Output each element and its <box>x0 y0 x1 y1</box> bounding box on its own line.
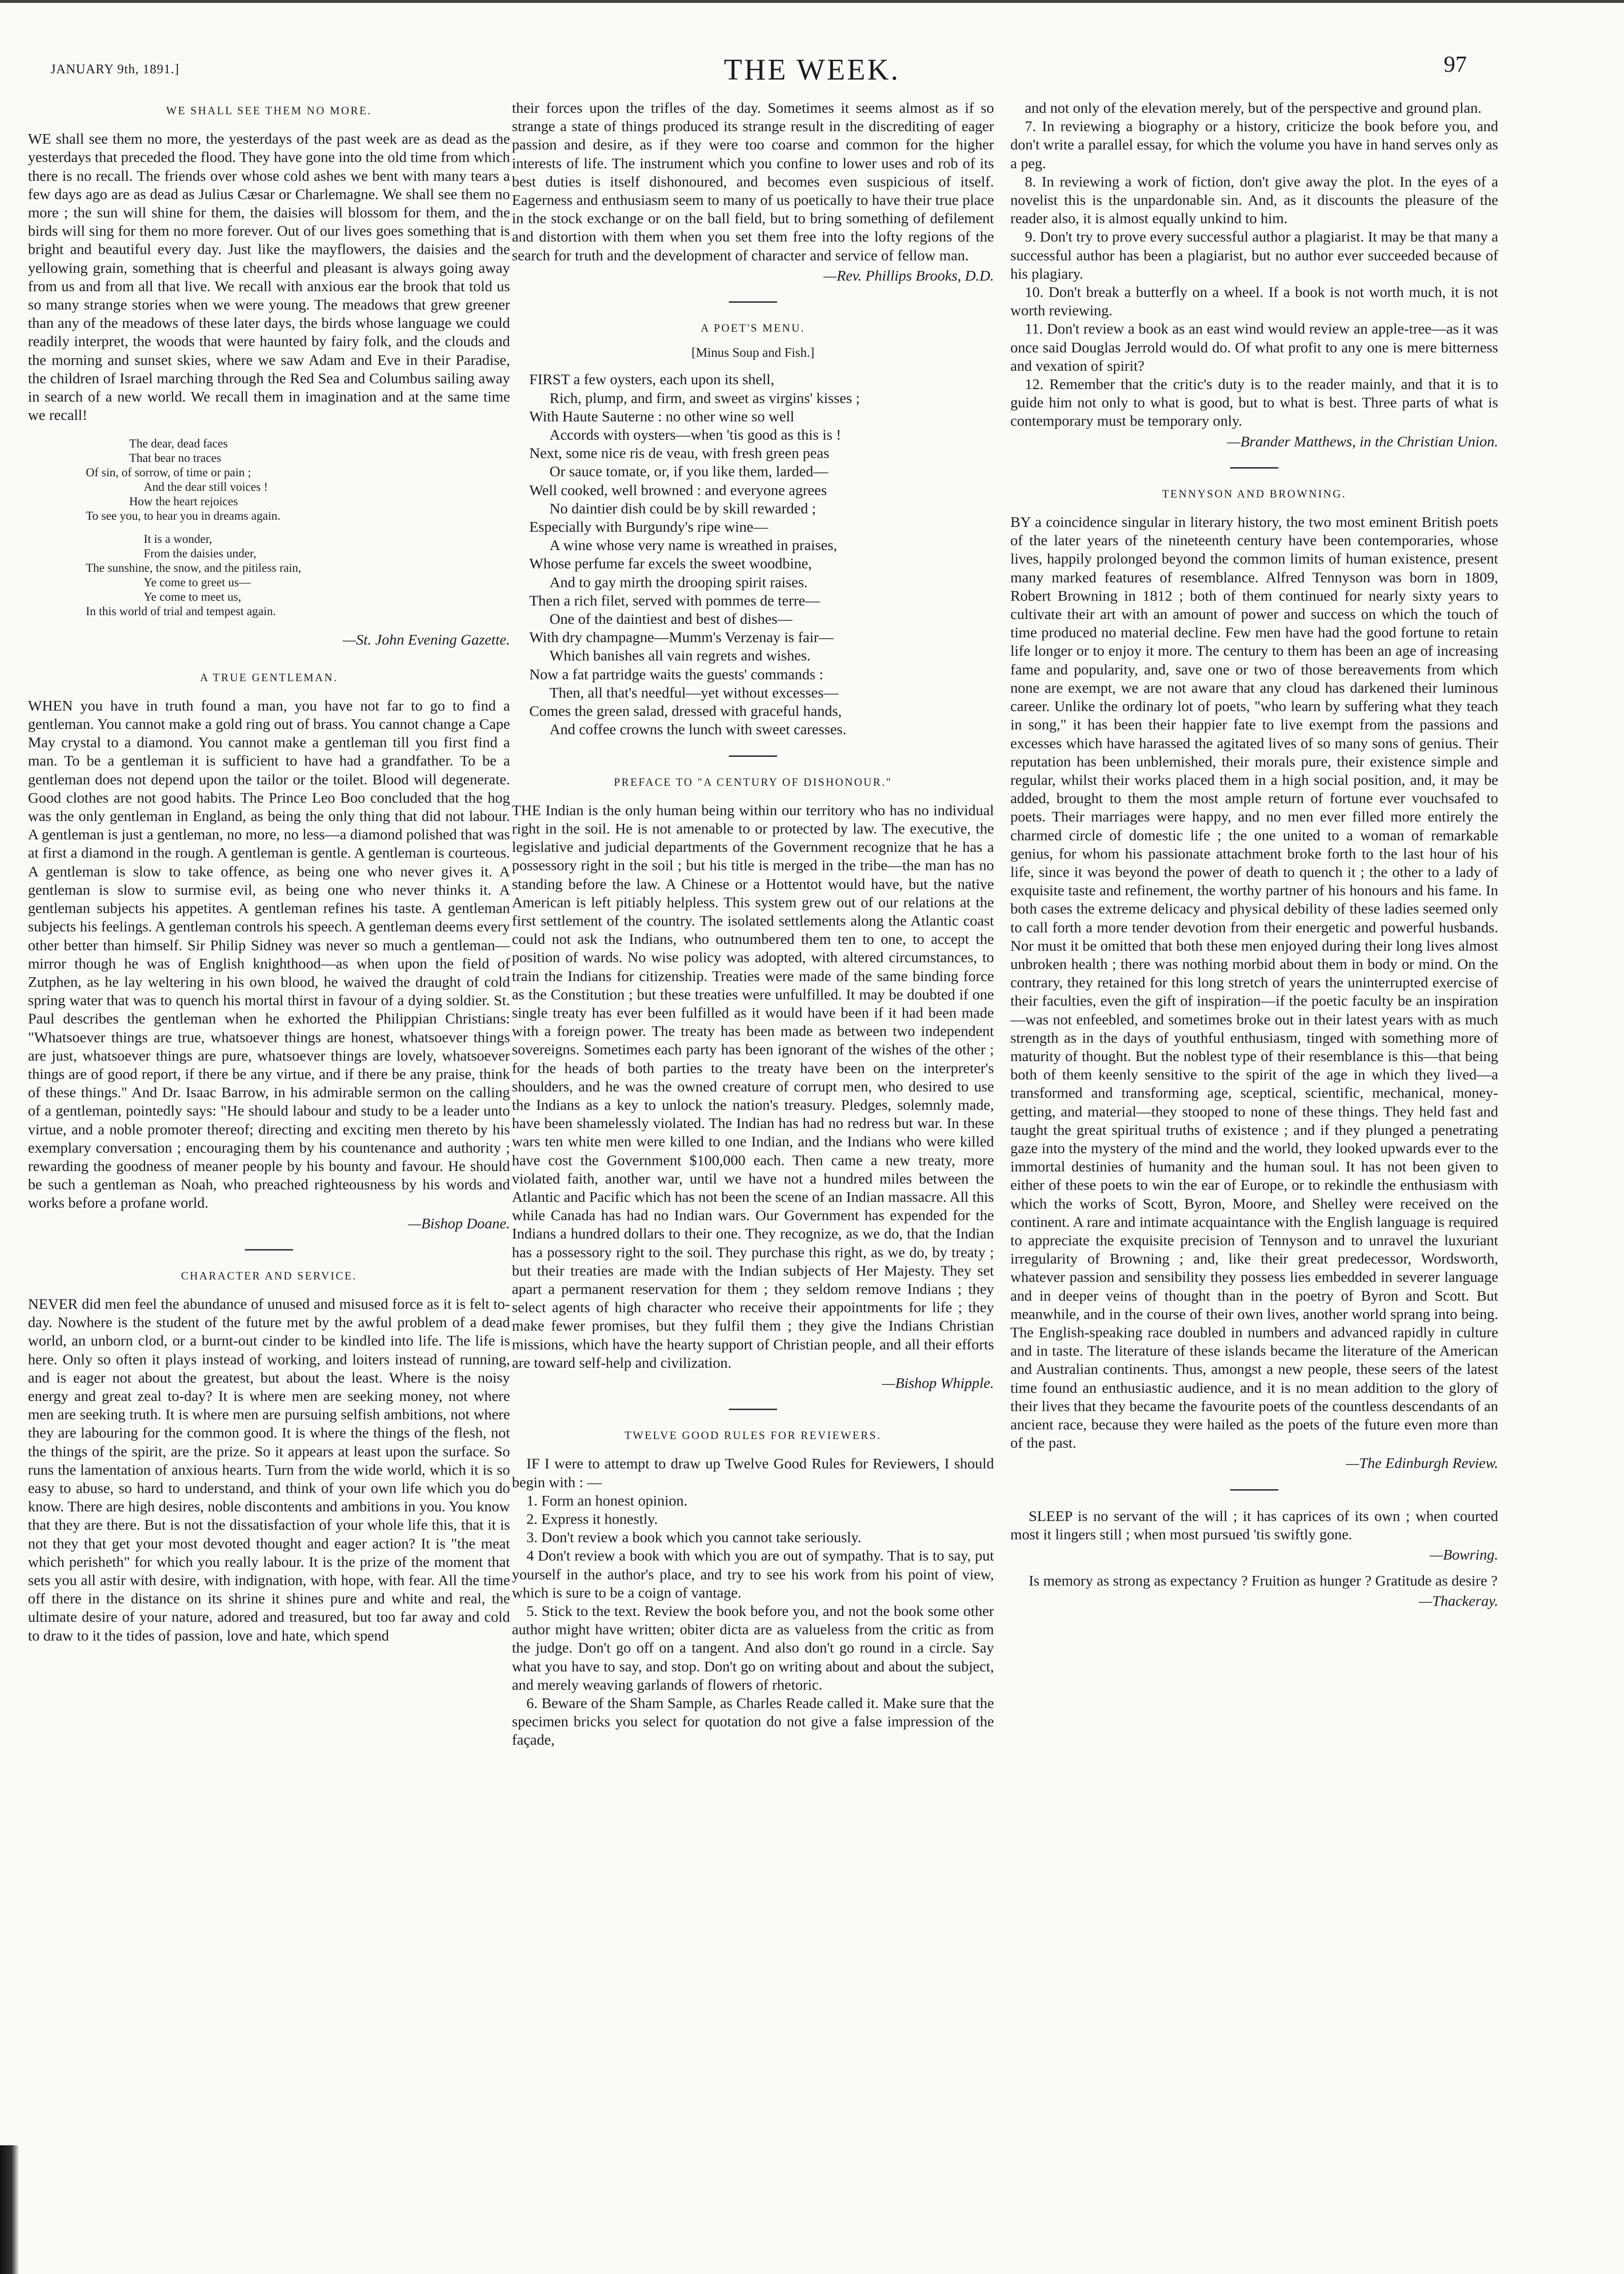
rule-item: 8. In reviewing a work of fiction, don't give away the plot. In the eyes of a novelist this is the unpardonable sin. And, as it discounts the pleasure of the reader also, it is almost equally unkind to him. <box>1010 173 1498 227</box>
section-divider <box>1230 1489 1278 1491</box>
article-paragraph: BY a coincidence singular in literary history, the two most eminent British poets of the later years of the nineteenth century have been contemporaries, whose lives, happily prolonged beyond the common limits of human existence, present many marked features of resemblance. Alfred Tennyson was born in 1809, Robert Browning in 1812 ; both of them continued for nearly sixty years to cultivate their art with an amount of power and success on which the touch of time produced no material decline. Few men have had the good fortune to retain life longer or to enjoy it more. The century to them has been an age of increasing fame and popularity, and, save one or two of those bereavements from which none are exempt, we are not aware that any cloud has darkened their luminous career. Unlike the ordinary lot of poets, "who learn by suffering what they teach in song," it has been their happier fate to live exempt from the passions and excesses which have harassed the agitated lives of so many sons of genius. Their reputation has been unblemished, their morals pure, their existence simple and regular, whilst their works placed them in a high social position, and, it may be added, brought to them the most ample return of fortune ever vouchsafed to poets. Their marriages were happy, and no men ever filled more entirely the charmed circle of domestic life ; the one united to a woman of remarkable genius, for whom his passionate attachment broke forth to the last hour of his life, since it was beyond the power of death to quench it ; the other to a lady of exquisite taste and refinement, the worthy partner of his honours and his fame. In both cases the extreme delicacy and physical debility of these ladies seemed only to call forth a more tender devotion from their energetic and powerful husbands. Nor must it be omitted that both these men enjoyed during their long lives almost unbroken health ; there was nothing morbid about them in body or mind. On the contrary, they retained for this long stretch of years the uninterrupted exercise of their faculties, even the gift of inspiration—if the poetic faculty be an inspiration—was not enfeebled, and sometimes broke out in their latest years with as much strength as in the days of youthful enthusiasm, tinged with something more of maturity of thought. But the noblest type of their resemblance is this—that being both of them keenly sensitive to the spirit of the age in which they lived—a transformed and transforming age, sceptical, scientific, mechanical, money-getting, and material—they stooped to none of these things. They held fast and taught the great spiritual truths of existence ; and if they plunged a penetrating gaze into the mystery of the mind and the world, they looked upwards ever to the immortal destinies of humanity and the human soul. It has not been given to either of these poets to win the ear of Europe, or to rekindle the enthusiasm with which the works of Scott, Byron, Moore, and Shelley were received on the continent. A rare and intimate acquaintance with the English language is required to appreciate the exquisite precision of Tennyson and to unravel the luxuriant irregularity of Browning ; and, like their great predecessor, Wordsworth, whatever passion and sensibility they possess lies embedded in severer language and in deeper veins of thought than in the poetry of Byron and Scott. But meanwhile, and in the course of their own lives, another world sprang into being. The English-speaking race doubled in numbers and advanced rapidly in culture and in taste. The literature of these islands became the literature of the American and Australian continents. Thus, amongst a new people, these seers of the latest time found an enthusiastic audience, and it is no mean addition to the glory of their lives that they became the favourite poets of the countless descendants of an ancient race, because they were hailed as the poets of the future even more than of the past. <box>1010 513 1498 1452</box>
poem-line: Whose perfume far excels the sweet woodbine, <box>529 555 812 572</box>
poem-line: And to gay mirth the drooping spirit raises. <box>550 573 808 591</box>
rule-item: 11. Don't review a book as an east wind would review an apple-tree—as it was once said Douglas Jerrold would do. Of what profit to any one is mere bitterness and vexation of spirit? <box>1010 320 1498 374</box>
rule-item: 4 Don't review a book with which you are out of sympathy. That is to say, put yourself in the author's place, and try to see his work from his point of view, which is sure to be a coign of vantage. <box>512 1547 994 1601</box>
poem-line: Now a fat partridge waits the guests' commands : <box>529 665 823 683</box>
rule-item: 9. Don't try to prove every successful author a plagiarist. It may be that many a successful author has been a plagiarist, but no author ever succeeded because of his plagiary. <box>1010 228 1498 282</box>
poem-line: Next, some nice ris de veau, with fresh green peas <box>529 444 830 462</box>
poem-line: Comes the green salad, dressed with graceful hands, <box>529 702 842 720</box>
column-3 <box>1010 99 1498 1611</box>
article-title-century-of-dishonour: PREFACE TO "A CENTURY OF DISHONOUR." <box>614 776 892 788</box>
section-divider <box>729 1409 777 1410</box>
poem-line: From the daisies under, <box>144 547 256 561</box>
rule-item: 6. Beware of the Sham Sample, as Charles Reade called it. Make sure that the specimen bricks you select for quotation do not give a false impression of the façade, <box>512 1695 994 1749</box>
poem-line: Which banishes all vain regrets and wishes. <box>550 647 811 664</box>
section-divider <box>245 1249 293 1251</box>
article-attribution: —Brander Matthews, in the Christian Union. <box>1227 432 1498 450</box>
poem-line: One of the daintiest and best of dishes— <box>550 610 792 628</box>
article-paragraph: WHEN you have in truth found a man, you have not far to go to find a gentleman. You cannot make a gold ring out of brass. You cannot change a Cape May crystal to a diamond. You cannot make a gentleman till you first find a man. To be a gentleman it is sufficient to have had a grandfather. To be a gentleman does not depend upon the tailor or the toilet. Blood will degenerate. Good clothes are not good habits. The Prince Leo Boo concluded that the hog was the only gentleman in England, as being the only thing that did not labour. A gentleman is just a gentleman, no more, no less—a diamond polished that was at first a diamond in the rough. A gentleman is gentle. A gentleman is courteous. A gentleman is slow to take offence, as being one who never gives it. A gentleman is slow to surmise evil, as being one who never thinks it. A gentleman subjects his appetites. A gentleman refines his taste. A gentleman subjects his feelings. A gentleman controls his speech. A gentleman deems every other better than himself. Sir Philip Sidney was never so much a gentleman—mirror though he was of English knighthood—as when upon the field of Zutphen, as he lay weltering in his own blood, he waived the draught of cold spring water that was to quench his mortal thirst in favour of a dying soldier. St. Paul describes the gentleman when he exhorted the Philippian Christians: "Whatsoever things are true, whatsoever things are honest, whatsoever things are just, whatsoever things are pure, whatsoever things are lovely, whatsoever things are of good report, if there be any virtue, and if there be any praise, think of these things." And Dr. Isaac Barrow, in his admirable sermon on the calling of a gentleman, pointedly says: "He should labour and study to be a leader unto virtue, and a noble promoter thereof; directing and exciting men thereto by his exemplary conversation ; encouraging them by his countenance and authority ; rewarding the goodness of meaner people by his bounty and favour. He should be such a gentleman as Noah, who preached righteousness by his words and works before a profane world. <box>28 697 510 1211</box>
poem-line: Especially with Burgundy's ripe wine— <box>529 518 768 536</box>
page-binding-shadow <box>0 2145 19 2274</box>
poem-line: That bear no traces <box>129 452 221 465</box>
section-divider <box>1230 467 1278 469</box>
poem-line: And coffee crowns the lunch with sweet caresses. <box>550 721 846 738</box>
poem-line: The dear, dead faces <box>129 437 228 451</box>
poem-line: With Haute Sauterne : no other wine so well <box>529 407 794 425</box>
poem-line: To see you, to hear you in dreams again. <box>86 510 281 523</box>
poem-line: Well cooked, well browned : and everyone agrees <box>529 481 827 498</box>
column-2 <box>512 99 994 1749</box>
page-number: 97 <box>1444 52 1467 77</box>
poem-line: A wine whose very name is wreathed in praises, <box>550 537 837 554</box>
poem-line: Ye come to meet us, <box>144 591 242 604</box>
poem-line: In this world of trial and tempest again. <box>86 605 276 619</box>
article-paragraph: NEVER did men feel the abundance of unused and misused force as it is felt to-day. Nowhere is the student of the future met by the awful problem of a dead world, an unborn clod, or a burnt-out cinder to be kindled into life. The life is here. Only so often it plays instead of working, and loiters instead of running, and is eager not about the greatest, but about the least. Where is the noisy energy and great zeal to-day? It is where men are seeking money, not where men are seeking truth. It is where men are pursuing selfish ambitions, not where they are labouring for the common good. It is where the things of the flesh, not the things of the spirit, are the prize. So it appears at least upon the surface. So runs the lamentation of anxious hearts. Turn from the wide world, which it is so easy to abuse, so hard to understand, and think of your own life which you do know. There are high desires, noble discontents and ambitions in you. You know that they are there. But is not the dissatisfaction of your whole life this, that it is not they that get your most devoted thought and eager action? It is "the meat which perisheth" for which you really labour. It is the prize of the moment that sets you all astir with desire, with indignation, with hope, with fear. All the time off there in the distance on its shrine it shines pure and white and real, the ultimate desire of your nature, adored and treasured, but too far away and cold to draw to it the tides of passion, love and hate, which spend <box>28 1295 510 1644</box>
poem-line: It is a wonder, <box>144 533 213 546</box>
poem-line: Ye come to greet us— <box>144 576 251 590</box>
quote-attribution: —Thackeray. <box>1419 1592 1498 1610</box>
article-subtitle: [Minus Soup and Fish.] <box>691 345 815 360</box>
rule-item: 5. Stick to the text. Review the book before you, and not the book some other author might have written; obiter dicta are as valueless from the critic as from the judge. Don't go off on a tangent. And also don't go round in a circle. Say what you have to say, and stop. Don't go on writing about and about the subject, and merely weaving garlands of flowers of rhetoric. <box>512 1602 994 1693</box>
poem-line: How the heart rejoices <box>129 495 238 509</box>
quote-attribution: —Bowring. <box>1429 1546 1498 1563</box>
article-attribution: —Rev. Phillips Brooks, D.D. <box>823 267 994 284</box>
rule-item: 2. Express it honestly. <box>526 1510 658 1528</box>
article-paragraph: WE shall see them no more, the yesterdays of the past week are as dead as the yesterdays that preceded the flood. They have gone into the old time from which there is no recall. The friends over whose cold ashes we bent with many tears a few days ago are as dead as Julius Cæsar or Charlemagne. We shall see them no more ; the sun will shine for them, the daisies will blossom for them, and the birds will sing for them no more forever. Out of our lives goes something that is bright and beautiful every day. Just like the mayflowers, the daisies and the yellowing grain, something that is cheerful and pleasant is always going away from us and from all that live. We recall with anxious ear the brook that told us so many strange stories when we were young. The meadows that grew greener than any of the meadows of these later days, the birds whose language we could readily interpret, the woods that were haunted by fairy folk, and the clouds and the morning and sunset skies, where we saw Adam and Eve in their Paradise, the children of Israel marching through the Red Sea and Columbus sailing away in search of a new world. We recall them in imagination and at the same time we recall! <box>28 130 510 424</box>
article-title-poets-menu: A POET'S MENU. <box>700 322 805 335</box>
article-title-see-them-no-more: WE SHALL SEE THEM NO MORE. <box>166 105 372 117</box>
rule-item: 12. Remember that the critic's duty is to the reader mainly, and that it is to guide him not only to what is good, but to what is best. Three parts of what is contemporary must be temporary only. <box>1010 376 1498 430</box>
rule-item: 3. Don't review a book which you cannot take seriously. <box>526 1529 861 1546</box>
article-title-tennyson-and-browning: TENNYSON AND BROWNING. <box>1162 487 1347 500</box>
rule-item: 7. In reviewing a biography or a history, criticize the book before you, and don't write a parallel essay, for which the volume you have in hand serves only as a peg. <box>1010 118 1498 172</box>
header-date: JANUARY 9th, 1891.] <box>51 62 180 76</box>
poem-line: With dry champagne—Mumm's Verzenay is fair— <box>529 629 834 646</box>
poem-poets-menu <box>529 370 994 739</box>
quote-sleep: SLEEP is no servant of the will ; it has caprices of its own ; when courted most it lingers still ; when most pursued 'tis swiftly gone. <box>1010 1507 1498 1543</box>
masthead-title: THE WEEK. <box>724 54 900 86</box>
section-divider <box>729 755 777 757</box>
article-attribution: —The Edinburgh Review. <box>1346 1454 1498 1472</box>
article-attribution: —Bishop Doane. <box>408 1214 510 1232</box>
article-attribution: —Bishop Whipple. <box>882 1374 994 1391</box>
rules-intro: IF I were to attempt to draw up Twelve Good Rules for Reviewers, I should begin with : — <box>512 1455 994 1491</box>
rule-item: 10. Don't break a butterfly on a wheel. If a book is not worth much, it is not worth reviewing. <box>1010 283 1498 319</box>
poem-line: Of sin, of sorrow, of time or pain ; <box>86 466 251 480</box>
poem-line: Rich, plump, and firm, and sweet as virgins' kisses ; <box>550 389 860 406</box>
article-paragraph: THE Indian is the only human being within our territory who has no individual right in the soil. He is not amenable to or protected by law. The executive, the legislative and judicial departments of the Government recognize that he has a possessory right in the soil ; but his title is merged in the tribe—the man has no standing before the law. A Chinese or a Hottentot would have, but the native American is left pitiably helpless. This system grew out of our relations at the first settlement of the country. The isolated settlements along the Atlantic coast could not ask the Indians, who outnumbered them ten to one, to accept the position of wards. No wise policy was adopted, with altered circumstances, to train the Indians for citizenship. Treaties were made of the same binding force as the Constitution ; but these treaties were unfulfilled. It may be doubted if one single treaty has ever been fulfilled as it would have been if it had been made with a foreign power. The treaty has been made as between two independent sovereigns. Sometimes each party has been ignorant of the wishes of the other ; for the heads of both parties to the treaty have been on the interpreter's shoulders, and he was the owned creature of corrupt men, who desired to use the Indians as a key to unlock the nation's treasury. Pledges, solemnly made, have been shamelessly violated. The Indian has had no redress but war. In these wars ten white men were killed to one Indian, and the Indians who were killed have cost the Government $100,000 each. Then came a new treaty, more violated faith, another war, until we have not a hundred miles between the Atlantic and Pacific which has not been the scene of an Indian massacre. All this while Canada has had no Indian wars. Our Government has expended for the Indians a hundred dollars to their one. They recognize, as we do, that the Indian has a possessory right to the soil. They purchase this right, as we do, by treaty ; but their treaties are made with the Indian subjects of Her Majesty. They set apart a permanent reservation for them ; they seldom remove Indians ; they select agents of high character who receive their appointments for life ; they make fewer promises, but they fulfil them ; they give the Indians Christian missions, which have the hearty support of Christian people, and all their efforts are toward self-help and civilization. <box>512 801 994 1371</box>
article-title-twelve-good-rules: TWELVE GOOD RULES FOR REVIEWERS. <box>624 1429 882 1442</box>
article-title-true-gentleman: A TRUE GENTLEMAN. <box>200 671 338 684</box>
article-title-character-and-service: CHARACTER AND SERVICE. <box>181 1269 357 1282</box>
poem-line: Accords with oysters—when 'tis good as this is ! <box>550 426 841 444</box>
rule-item: 1. Form an honest opinion. <box>526 1492 688 1509</box>
rules-list <box>512 1454 994 1749</box>
quote-memory: Is memory as strong as expectancy ? Fruition as hunger ? Gratitude as desire ? <box>1029 1572 1498 1589</box>
article-attribution: —St. John Evening Gazette. <box>343 631 510 648</box>
section-divider <box>729 301 777 303</box>
poem-line: The sunshine, the snow, and the pitiless rain, <box>86 562 301 575</box>
rule-item-continued: and not only of the elevation merely, but of the perspective and ground plan. <box>1025 99 1482 116</box>
poem-line: Then, all that's needful—yet without excesses— <box>550 684 839 701</box>
column-1 <box>28 99 510 1645</box>
poem-line: FIRST a few oysters, each upon its shell, <box>529 371 775 388</box>
poem-dear-dead-faces <box>86 437 510 619</box>
rules-list-continued <box>1010 99 1498 431</box>
poem-line: Or sauce tomate, or, if you like them, larded— <box>550 463 829 480</box>
poem-line: No daintier dish could be by skill rewarded ; <box>550 499 816 517</box>
page-top-edge <box>0 0 1624 3</box>
article-paragraph: their forces upon the trifles of the day. Sometimes it seems almost as if so strange a state of things produced its strange result in the discrediting of eager passion and desire, as if they were too coarse and common for the higher interests of life. The instrument which you confine to lower uses and rob of its best duties is itself dishonoured, and becomes even suspicious of itself. Eagerness and enthusiasm seem to many of us poetically to have their true place in the stock exchange or on the ball field, but to bring something of defilement and distortion with them when you set them free into the lofty regions of the search for truth and the development of character and service of fellow man. <box>512 99 994 264</box>
poem-line: Then a rich filet, served with pommes de terre— <box>529 592 820 609</box>
poem-line: And the dear still voices ! <box>144 481 268 494</box>
